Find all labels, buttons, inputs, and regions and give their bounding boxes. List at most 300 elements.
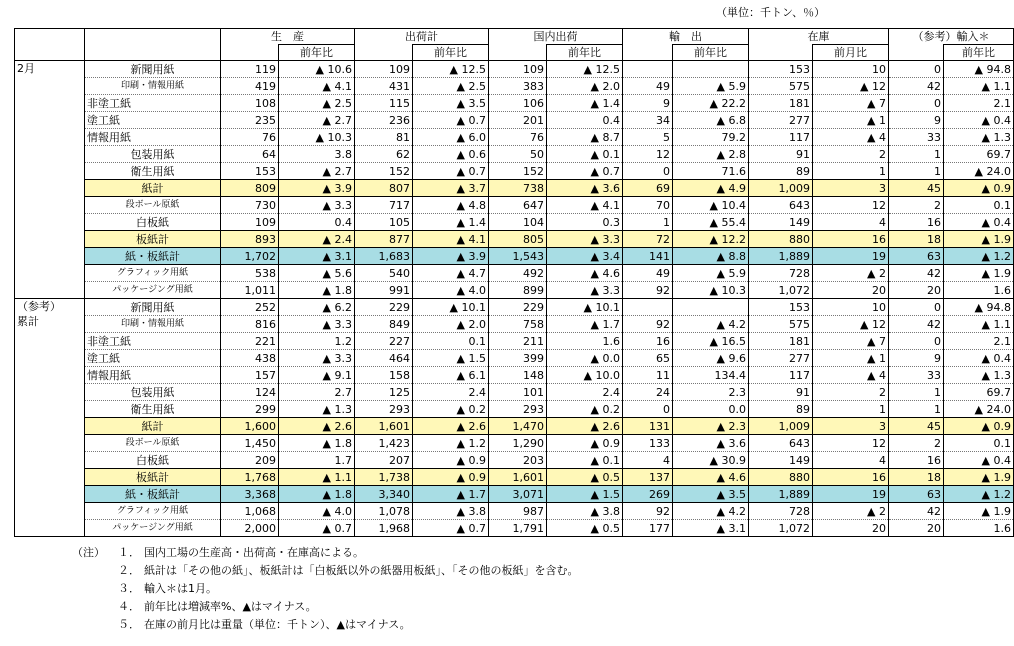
value-e: 72 <box>623 231 673 248</box>
value-im: ▲ 12 <box>813 316 889 333</box>
row-label: 非塗工紙 <box>85 95 221 112</box>
table-row <box>15 61 1014 78</box>
value-inv: 575 <box>749 316 813 333</box>
table-row <box>15 350 1014 367</box>
value-s: 62 <box>355 146 413 163</box>
table-row <box>15 282 1014 299</box>
value-e: 5 <box>623 129 673 146</box>
value-e: 65 <box>623 350 673 367</box>
value-im: ▲ 1 <box>813 112 889 129</box>
value-p: 76 <box>221 129 279 146</box>
value-s: 229 <box>355 299 413 316</box>
value-p: 1,768 <box>221 469 279 486</box>
table-row <box>15 469 1014 486</box>
value-d: 738 <box>489 180 547 197</box>
value-s: 1,683 <box>355 248 413 265</box>
value-e: 24 <box>623 384 673 401</box>
value-e: 69 <box>623 180 673 197</box>
value-sy: ▲ 0.9 <box>413 469 489 486</box>
value-d: 229 <box>489 299 547 316</box>
value-py: ▲ 3.3 <box>279 197 355 214</box>
value-ey: ▲ 5.9 <box>673 78 749 95</box>
row-label: 段ボール原紙 <box>85 435 221 452</box>
value-i: 18 <box>889 469 944 486</box>
value-im: ▲ 1 <box>813 350 889 367</box>
value-d: 1,470 <box>489 418 547 435</box>
value-dy: 0.4 <box>547 112 623 129</box>
value-iy: ▲ 24.0 <box>944 401 1014 418</box>
header-row-1 <box>15 29 1014 45</box>
value-inv: 1,889 <box>749 248 813 265</box>
value-s: 1,968 <box>355 520 413 537</box>
value-py: 3.8 <box>279 146 355 163</box>
value-sy: ▲ 12.5 <box>413 61 489 78</box>
value-i: 42 <box>889 503 944 520</box>
footnote-number: ３． <box>118 582 140 595</box>
value-d: 109 <box>489 61 547 78</box>
value-i: 9 <box>889 350 944 367</box>
header-production: 生 産 <box>221 29 355 45</box>
table-row <box>15 435 1014 452</box>
value-ey: ▲ 12.2 <box>673 231 749 248</box>
value-dy: ▲ 10.1 <box>547 299 623 316</box>
header-yoy: 前年比 <box>944 45 1014 61</box>
value-sy: ▲ 0.7 <box>413 163 489 180</box>
value-dy: ▲ 0.9 <box>547 435 623 452</box>
value-py: ▲ 1.8 <box>279 435 355 452</box>
value-inv: 181 <box>749 333 813 350</box>
value-s: 464 <box>355 350 413 367</box>
value-sy: ▲ 1.5 <box>413 350 489 367</box>
value-dy: ▲ 1.7 <box>547 316 623 333</box>
value-s: 991 <box>355 282 413 299</box>
value-inv: 1,072 <box>749 282 813 299</box>
value-dy: 1.6 <box>547 333 623 350</box>
value-dy: ▲ 1.5 <box>547 486 623 503</box>
value-e: 133 <box>623 435 673 452</box>
table-row <box>15 129 1014 146</box>
value-sy: ▲ 6.1 <box>413 367 489 384</box>
row-label: グラフィック用紙 <box>85 265 221 282</box>
header-blank <box>489 45 547 61</box>
value-s: 431 <box>355 78 413 95</box>
statistics-table-container <box>14 28 1011 537</box>
header-yoy: 前年比 <box>673 45 749 61</box>
value-i: 20 <box>889 282 944 299</box>
value-sy: ▲ 1.2 <box>413 435 489 452</box>
value-im: 19 <box>813 248 889 265</box>
value-d: 647 <box>489 197 547 214</box>
value-p: 419 <box>221 78 279 95</box>
value-p: 438 <box>221 350 279 367</box>
value-p: 730 <box>221 197 279 214</box>
group-label-cell <box>15 299 85 537</box>
value-d: 3,071 <box>489 486 547 503</box>
value-dy: ▲ 0.5 <box>547 469 623 486</box>
value-sy: ▲ 3.5 <box>413 95 489 112</box>
value-d: 758 <box>489 316 547 333</box>
value-e: 12 <box>623 146 673 163</box>
value-e <box>623 299 673 316</box>
value-iy: ▲ 1.3 <box>944 129 1014 146</box>
value-iy: 2.1 <box>944 95 1014 112</box>
value-inv: 149 <box>749 214 813 231</box>
value-s: 3,340 <box>355 486 413 503</box>
value-p: 1,450 <box>221 435 279 452</box>
value-dy: ▲ 3.3 <box>547 231 623 248</box>
value-s: 207 <box>355 452 413 469</box>
value-e: 137 <box>623 469 673 486</box>
value-ey: ▲ 9.6 <box>673 350 749 367</box>
value-p: 109 <box>221 214 279 231</box>
footnote-text: 輸入＊は1月。 <box>144 582 217 595</box>
value-iy: ▲ 94.8 <box>944 61 1014 78</box>
row-label: 情報用紙 <box>85 129 221 146</box>
value-py: ▲ 2.6 <box>279 418 355 435</box>
value-sy: ▲ 2.6 <box>413 418 489 435</box>
table-row <box>15 503 1014 520</box>
value-inv: 89 <box>749 401 813 418</box>
value-dy: ▲ 0.1 <box>547 452 623 469</box>
value-py: ▲ 4.1 <box>279 78 355 95</box>
value-dy: ▲ 12.5 <box>547 61 623 78</box>
row-label: 白板紙 <box>85 452 221 469</box>
value-iy: ▲ 1.3 <box>944 367 1014 384</box>
table-row <box>15 197 1014 214</box>
header-blank <box>85 45 221 61</box>
row-label: 紙・板紙計 <box>85 248 221 265</box>
value-ey: ▲ 10.3 <box>673 282 749 299</box>
value-inv: 149 <box>749 452 813 469</box>
value-p: 3,368 <box>221 486 279 503</box>
value-d: 1,791 <box>489 520 547 537</box>
value-s: 227 <box>355 333 413 350</box>
value-dy: ▲ 10.0 <box>547 367 623 384</box>
value-sy: ▲ 0.6 <box>413 146 489 163</box>
value-im: 16 <box>813 469 889 486</box>
value-ey: ▲ 10.4 <box>673 197 749 214</box>
value-ey: ▲ 3.1 <box>673 520 749 537</box>
value-im: ▲ 4 <box>813 367 889 384</box>
value-s: 717 <box>355 197 413 214</box>
value-sy: ▲ 4.8 <box>413 197 489 214</box>
value-ey: 71.6 <box>673 163 749 180</box>
value-py: ▲ 1.1 <box>279 469 355 486</box>
value-iy: ▲ 0.4 <box>944 452 1014 469</box>
value-sy: ▲ 4.0 <box>413 282 489 299</box>
header-domestic-shipment: 国内出荷 <box>489 29 623 45</box>
value-sy: 0.1 <box>413 333 489 350</box>
value-i: 2 <box>889 197 944 214</box>
value-ey: 0.0 <box>673 401 749 418</box>
value-i: 20 <box>889 520 944 537</box>
footnote-number: ５． <box>118 618 140 631</box>
value-im: ▲ 7 <box>813 95 889 112</box>
footnote-text: 在庫の前月比は重量（単位：千トン）、▲はマイナス。 <box>144 618 411 631</box>
value-dy: ▲ 0.2 <box>547 401 623 418</box>
table-row <box>15 95 1014 112</box>
value-inv: 1,009 <box>749 180 813 197</box>
value-e: 9 <box>623 95 673 112</box>
row-label: 衛生用紙 <box>85 163 221 180</box>
value-s: 877 <box>355 231 413 248</box>
value-py: 1.2 <box>279 333 355 350</box>
table-row <box>15 231 1014 248</box>
value-d: 293 <box>489 401 547 418</box>
value-iy: 69.7 <box>944 384 1014 401</box>
value-sy: ▲ 4.7 <box>413 265 489 282</box>
value-im: ▲ 2 <box>813 265 889 282</box>
value-p: 816 <box>221 316 279 333</box>
value-p: 1,068 <box>221 503 279 520</box>
value-py: ▲ 0.7 <box>279 520 355 537</box>
table-row <box>15 265 1014 282</box>
value-p: 809 <box>221 180 279 197</box>
footnote <box>118 580 579 598</box>
value-inv: 880 <box>749 231 813 248</box>
value-sy: ▲ 0.2 <box>413 401 489 418</box>
row-label: パッケージング用紙 <box>85 282 221 299</box>
value-p: 1,600 <box>221 418 279 435</box>
value-p: 221 <box>221 333 279 350</box>
footnotes <box>72 544 579 634</box>
value-dy: ▲ 2.6 <box>547 418 623 435</box>
value-py: ▲ 3.9 <box>279 180 355 197</box>
value-d: 383 <box>489 78 547 95</box>
value-ey: ▲ 4.2 <box>673 316 749 333</box>
value-sy: ▲ 1.4 <box>413 214 489 231</box>
value-p: 64 <box>221 146 279 163</box>
value-sy: ▲ 4.1 <box>413 231 489 248</box>
value-p: 1,702 <box>221 248 279 265</box>
value-iy: 1.6 <box>944 282 1014 299</box>
value-inv: 117 <box>749 367 813 384</box>
value-sy: 2.4 <box>413 384 489 401</box>
header-yoy: 前年比 <box>413 45 489 61</box>
row-label: 包装用紙 <box>85 384 221 401</box>
value-i: 16 <box>889 452 944 469</box>
header-blank <box>85 29 221 45</box>
value-iy: ▲ 1.9 <box>944 265 1014 282</box>
value-sy: ▲ 2.0 <box>413 316 489 333</box>
value-p: 1,011 <box>221 282 279 299</box>
footnote-number: １． <box>118 546 140 559</box>
value-sy: ▲ 0.7 <box>413 112 489 129</box>
value-inv: 643 <box>749 435 813 452</box>
value-p: 124 <box>221 384 279 401</box>
table-row <box>15 163 1014 180</box>
value-d: 987 <box>489 503 547 520</box>
value-e: 49 <box>623 78 673 95</box>
value-py: ▲ 1.8 <box>279 282 355 299</box>
value-dy: ▲ 0.7 <box>547 163 623 180</box>
value-ey: 134.4 <box>673 367 749 384</box>
value-py: 2.7 <box>279 384 355 401</box>
value-e: 269 <box>623 486 673 503</box>
value-s: 81 <box>355 129 413 146</box>
value-e: 131 <box>623 418 673 435</box>
value-e: 4 <box>623 452 673 469</box>
value-inv: 153 <box>749 299 813 316</box>
value-iy: ▲ 94.8 <box>944 299 1014 316</box>
value-i: 1 <box>889 146 944 163</box>
value-sy: ▲ 2.5 <box>413 78 489 95</box>
value-p: 252 <box>221 299 279 316</box>
value-im: ▲ 7 <box>813 333 889 350</box>
value-iy: ▲ 1.2 <box>944 486 1014 503</box>
footnote <box>118 616 579 634</box>
paper-statistics-table <box>14 28 1014 537</box>
value-dy: 2.4 <box>547 384 623 401</box>
value-s: 807 <box>355 180 413 197</box>
value-i: 1 <box>889 384 944 401</box>
value-d: 211 <box>489 333 547 350</box>
value-s: 115 <box>355 95 413 112</box>
value-im: 1 <box>813 163 889 180</box>
header-import: （参考）輸入＊ <box>889 29 1014 45</box>
value-i: 18 <box>889 231 944 248</box>
value-e: 92 <box>623 282 673 299</box>
table-row <box>15 299 1014 316</box>
value-py: ▲ 3.3 <box>279 316 355 333</box>
header-blank <box>15 29 85 45</box>
value-im: 10 <box>813 61 889 78</box>
value-s: 293 <box>355 401 413 418</box>
row-label: 印刷・情報用紙 <box>85 316 221 333</box>
value-i: 42 <box>889 265 944 282</box>
value-iy: 2.1 <box>944 333 1014 350</box>
unit-label: （単位：千トン、％） <box>716 6 826 19</box>
header-yoy: 前年比 <box>547 45 623 61</box>
value-inv: 880 <box>749 469 813 486</box>
table-row <box>15 418 1014 435</box>
value-p: 108 <box>221 95 279 112</box>
header-mom: 前月比 <box>813 45 889 61</box>
value-im: 20 <box>813 282 889 299</box>
value-d: 201 <box>489 112 547 129</box>
value-im: 12 <box>813 435 889 452</box>
value-im: 1 <box>813 401 889 418</box>
value-iy: ▲ 1.2 <box>944 248 1014 265</box>
value-e: 0 <box>623 401 673 418</box>
value-d: 152 <box>489 163 547 180</box>
value-im: 2 <box>813 146 889 163</box>
value-py: ▲ 2.7 <box>279 163 355 180</box>
value-iy: ▲ 1.9 <box>944 469 1014 486</box>
value-p: 157 <box>221 367 279 384</box>
footnote <box>72 544 579 562</box>
value-im: 4 <box>813 452 889 469</box>
value-ey <box>673 61 749 78</box>
row-label: 新聞用紙 <box>85 61 221 78</box>
footnote-text: 紙計は「その他の紙」、板紙計は「白板紙以外の紙器用板紙」、「その他の板紙」を含む。 <box>144 564 579 577</box>
value-e: 1 <box>623 214 673 231</box>
value-ey: ▲ 5.9 <box>673 265 749 282</box>
value-p: 119 <box>221 61 279 78</box>
header-inventory: 在庫 <box>749 29 889 45</box>
footnote <box>118 598 579 616</box>
table-row <box>15 180 1014 197</box>
value-iy: ▲ 1.1 <box>944 316 1014 333</box>
value-s: 109 <box>355 61 413 78</box>
value-s: 1,078 <box>355 503 413 520</box>
value-inv: 153 <box>749 61 813 78</box>
header-blank <box>623 45 673 61</box>
value-py: ▲ 6.2 <box>279 299 355 316</box>
value-iy: ▲ 0.4 <box>944 214 1014 231</box>
value-py: ▲ 1.8 <box>279 486 355 503</box>
value-py: ▲ 10.6 <box>279 61 355 78</box>
value-ey: ▲ 3.5 <box>673 486 749 503</box>
value-p: 893 <box>221 231 279 248</box>
header-blank <box>355 45 413 61</box>
value-inv: 277 <box>749 350 813 367</box>
value-dy: ▲ 0.5 <box>547 520 623 537</box>
value-inv: 89 <box>749 163 813 180</box>
value-ey: ▲ 3.6 <box>673 435 749 452</box>
value-py: 1.7 <box>279 452 355 469</box>
header-yoy: 前年比 <box>279 45 355 61</box>
value-sy: ▲ 3.8 <box>413 503 489 520</box>
value-dy: 0.3 <box>547 214 623 231</box>
value-iy: ▲ 1.9 <box>944 231 1014 248</box>
value-im: 10 <box>813 299 889 316</box>
group-label: 2月 <box>17 62 35 75</box>
value-iy: 69.7 <box>944 146 1014 163</box>
value-s: 125 <box>355 384 413 401</box>
value-py: ▲ 5.6 <box>279 265 355 282</box>
value-d: 101 <box>489 384 547 401</box>
value-iy: ▲ 0.9 <box>944 180 1014 197</box>
value-dy: ▲ 0.1 <box>547 146 623 163</box>
row-label: 新聞用紙 <box>85 299 221 316</box>
value-im: ▲ 12 <box>813 78 889 95</box>
group-label-cell <box>15 61 85 299</box>
value-dy: ▲ 1.4 <box>547 95 623 112</box>
value-ey: ▲ 4.6 <box>673 469 749 486</box>
value-d: 399 <box>489 350 547 367</box>
value-i: 16 <box>889 214 944 231</box>
value-i: 0 <box>889 61 944 78</box>
value-py: ▲ 4.0 <box>279 503 355 520</box>
value-ey: 79.2 <box>673 129 749 146</box>
value-im: 16 <box>813 231 889 248</box>
value-py: ▲ 1.3 <box>279 401 355 418</box>
header-blank <box>15 45 85 61</box>
value-inv: 728 <box>749 503 813 520</box>
value-s: 236 <box>355 112 413 129</box>
value-inv: 277 <box>749 112 813 129</box>
value-sy: ▲ 3.9 <box>413 248 489 265</box>
row-label: 印刷・情報用紙 <box>85 78 221 95</box>
table-body <box>15 29 1014 537</box>
value-inv: 91 <box>749 146 813 163</box>
value-s: 152 <box>355 163 413 180</box>
value-dy: ▲ 4.1 <box>547 197 623 214</box>
value-iy: ▲ 0.4 <box>944 112 1014 129</box>
value-inv: 1,889 <box>749 486 813 503</box>
value-i: 9 <box>889 112 944 129</box>
row-label: 情報用紙 <box>85 367 221 384</box>
row-label: 包装用紙 <box>85 146 221 163</box>
value-inv: 181 <box>749 95 813 112</box>
value-inv: 575 <box>749 78 813 95</box>
value-py: ▲ 10.3 <box>279 129 355 146</box>
value-i: 33 <box>889 367 944 384</box>
value-im: 19 <box>813 486 889 503</box>
value-inv: 1,072 <box>749 520 813 537</box>
table-row <box>15 112 1014 129</box>
